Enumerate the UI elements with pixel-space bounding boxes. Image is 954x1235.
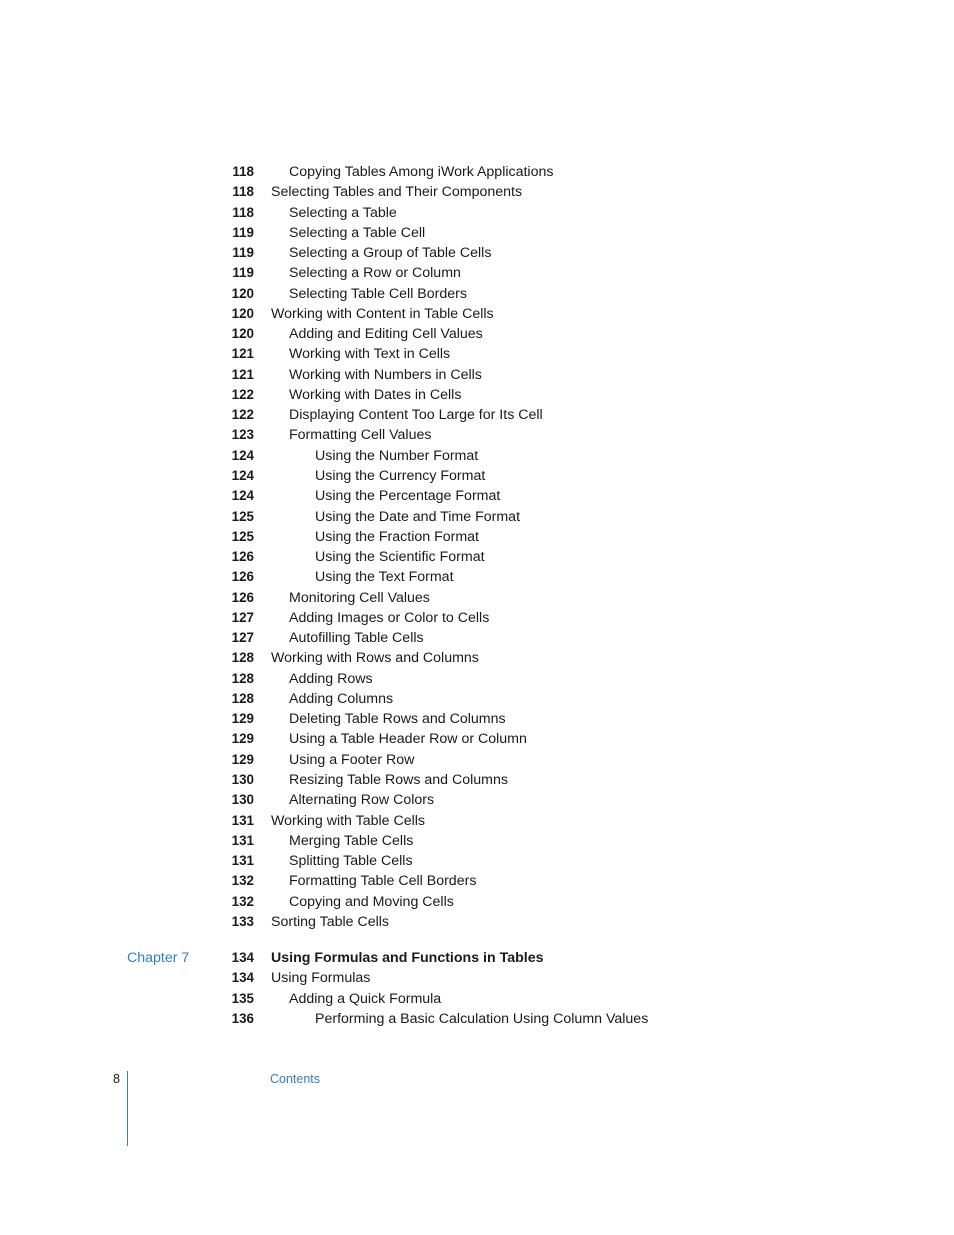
toc-page-number: 124 — [231, 447, 254, 463]
toc-entry-title: Working with Numbers in Cells — [289, 366, 482, 383]
footer-rule — [127, 1071, 128, 1146]
toc-entry[interactable] — [0, 162, 954, 182]
toc-entry-title: Using a Table Header Row or Column — [289, 731, 527, 748]
toc-entry-title: Performing a Basic Calculation Using Column Values — [315, 1010, 649, 1027]
toc-entry[interactable] — [0, 968, 954, 988]
toc-entry[interactable] — [0, 1009, 954, 1029]
toc-entry-title: Working with Content in Table Cells — [271, 305, 494, 322]
toc-page-number: 119 — [232, 265, 254, 281]
toc-entry-title: Using Formulas — [271, 970, 371, 987]
toc-entry[interactable] — [0, 912, 954, 932]
toc-entry-title: Adding a Quick Formula — [289, 990, 442, 1007]
footer-section-label: Contents — [270, 1072, 321, 1086]
toc-entry[interactable] — [0, 263, 954, 283]
toc-entry[interactable] — [0, 304, 954, 324]
toc-page-number: 129 — [231, 751, 254, 767]
toc-entry-title: Copying Tables Among iWork Applications — [289, 164, 554, 180]
toc-page-number: 124 — [231, 488, 254, 504]
toc-entry-title: Adding Columns — [289, 690, 394, 707]
toc-entry-title: Adding and Editing Cell Values — [289, 326, 483, 343]
toc-entry[interactable] — [0, 284, 954, 304]
toc-entry[interactable] — [0, 588, 954, 608]
toc-entry-title: Alternating Row Colors — [289, 792, 435, 809]
toc-page-number: 127 — [231, 630, 254, 646]
toc-entry[interactable] — [0, 223, 954, 243]
toc-page-number: 131 — [231, 853, 254, 869]
toc-entry-title: Selecting Table Cell Borders — [289, 285, 467, 302]
toc-entry[interactable] — [0, 466, 954, 486]
toc-page-number: 131 — [231, 812, 254, 828]
toc-entry[interactable] — [0, 324, 954, 344]
toc-page-number: 126 — [231, 549, 254, 565]
toc-entry[interactable] — [0, 446, 954, 466]
toc-page-number: 125 — [231, 528, 254, 544]
toc-entry-title: Using the Scientific Format — [315, 549, 485, 566]
toc-page-number: 132 — [231, 893, 254, 909]
toc-entry-title: Selecting a Group of Table Cells — [289, 245, 492, 262]
toc-entry-title: Working with Table Cells — [271, 812, 426, 829]
toc-entry[interactable] — [0, 811, 954, 831]
toc-entry-title: Using a Footer Row — [289, 751, 415, 768]
toc-entry-title: Resizing Table Rows and Columns — [289, 771, 508, 788]
toc-page-number: 121 — [231, 366, 254, 382]
toc-page-number: 126 — [231, 569, 254, 585]
toc-entry[interactable] — [0, 385, 954, 405]
toc-page-number: 136 — [231, 1010, 254, 1026]
toc-page-number: 130 — [231, 771, 254, 787]
toc-entry[interactable] — [0, 182, 954, 202]
toc-page-number: 125 — [231, 508, 254, 524]
toc-page-number: 123 — [231, 427, 254, 443]
toc-page-number: 120 — [231, 326, 254, 342]
toc-entry[interactable] — [0, 790, 954, 810]
toc-page-number: 129 — [231, 731, 254, 747]
toc-page-number: 120 — [231, 305, 254, 321]
toc-entry-title: Formatting Table Cell Borders — [289, 873, 477, 890]
toc-page-number: 128 — [231, 690, 254, 706]
toc-chapter-row[interactable] — [0, 948, 954, 968]
toc-entry[interactable] — [0, 989, 954, 1009]
toc-entry-title: Splitting Table Cells — [289, 853, 413, 870]
toc-entry-title: Using the Text Format — [315, 569, 454, 586]
toc-entry[interactable] — [0, 709, 954, 729]
toc-entry-title: Displaying Content Too Large for Its Cell — [289, 407, 543, 424]
toc-page-number: 121 — [231, 346, 254, 362]
toc-entry-title: Merging Table Cells — [289, 832, 414, 849]
toc-entry[interactable] — [0, 344, 954, 364]
toc-entry[interactable] — [0, 567, 954, 587]
toc-page-number: 130 — [231, 792, 254, 808]
toc-entry-title: Working with Text in Cells — [289, 346, 451, 363]
toc-entry-title: Using the Number Format — [315, 447, 479, 464]
toc-entry-title: Sorting Table Cells — [271, 913, 390, 930]
table-of-contents — [0, 162, 954, 1029]
toc-entry[interactable] — [0, 871, 954, 891]
toc-entry[interactable] — [0, 628, 954, 648]
toc-entry[interactable] — [0, 425, 954, 445]
toc-entry-title: Selecting Tables and Their Components — [271, 184, 523, 201]
toc-page-number: 118 — [232, 184, 254, 200]
toc-entry-title: Selecting a Row or Column — [289, 265, 461, 282]
toc-page-number: 118 — [232, 164, 254, 179]
toc-page-number: 135 — [231, 990, 254, 1006]
toc-page-number: 119 — [232, 245, 254, 261]
toc-page-number: 122 — [231, 407, 254, 423]
toc-page-number: 128 — [231, 650, 254, 666]
toc-page-number: 134 — [231, 950, 254, 966]
toc-entry-title: Deleting Table Rows and Columns — [289, 711, 506, 728]
toc-page-number: 122 — [231, 386, 254, 402]
toc-entry[interactable] — [0, 243, 954, 263]
toc-page-number: 120 — [231, 285, 254, 301]
toc-page-number: 124 — [231, 467, 254, 483]
toc-entry[interactable] — [0, 750, 954, 770]
toc-entry-title: Formatting Cell Values — [289, 427, 432, 444]
toc-entry[interactable] — [0, 527, 954, 547]
toc-entry[interactable] — [0, 851, 954, 871]
footer-page-number: 8 — [113, 1072, 120, 1086]
toc-entry-title: Copying and Moving Cells — [289, 893, 454, 910]
toc-entry[interactable] — [0, 365, 954, 385]
toc-entry-title: Monitoring Cell Values — [289, 589, 430, 606]
toc-entry[interactable] — [0, 729, 954, 749]
toc-page-number: 126 — [231, 589, 254, 605]
toc-entry-title: Autofilling Table Cells — [289, 630, 424, 647]
toc-page-number: 128 — [231, 670, 254, 686]
toc-entry[interactable] — [0, 770, 954, 790]
toc-entry-title: Working with Rows and Columns — [271, 650, 479, 667]
toc-entry-title: Adding Images or Color to Cells — [289, 609, 490, 626]
chapter-title: Using Formulas and Functions in Tables — [271, 950, 544, 967]
toc-entry-title: Using the Percentage Format — [315, 488, 501, 505]
toc-page-number: 118 — [232, 204, 254, 220]
toc-entry[interactable] — [0, 669, 954, 689]
toc-entry-title: Adding Rows — [289, 670, 373, 687]
toc-entry[interactable] — [0, 486, 954, 506]
toc-entry[interactable] — [0, 405, 954, 425]
toc-entry-title: Working with Dates in Cells — [289, 386, 462, 403]
toc-entry-title: Using the Date and Time Format — [315, 508, 521, 525]
chapter-label: Chapter 7 — [127, 950, 190, 967]
toc-page-number: 127 — [231, 609, 254, 625]
toc-entry[interactable] — [0, 892, 954, 912]
toc-entry[interactable] — [0, 689, 954, 709]
toc-page-number: 134 — [231, 970, 254, 986]
toc-entry-title: Using the Fraction Format — [315, 528, 480, 545]
toc-entry-title: Using the Currency Format — [315, 467, 486, 484]
toc-entry-title: Selecting a Table Cell — [289, 224, 426, 241]
toc-page-number: 133 — [231, 913, 254, 929]
toc-entry[interactable] — [0, 507, 954, 527]
toc-page-number: 129 — [231, 711, 254, 727]
toc-entry[interactable] — [0, 547, 954, 567]
toc-page-number: 131 — [231, 832, 254, 848]
toc-page-number: 119 — [232, 224, 254, 240]
toc-entry[interactable] — [0, 648, 954, 668]
toc-page-number: 132 — [231, 873, 254, 889]
toc-entry[interactable] — [0, 831, 954, 851]
toc-entry[interactable] — [0, 608, 954, 628]
toc-entry[interactable] — [0, 203, 954, 223]
toc-entry-title: Selecting a Table — [289, 204, 397, 221]
